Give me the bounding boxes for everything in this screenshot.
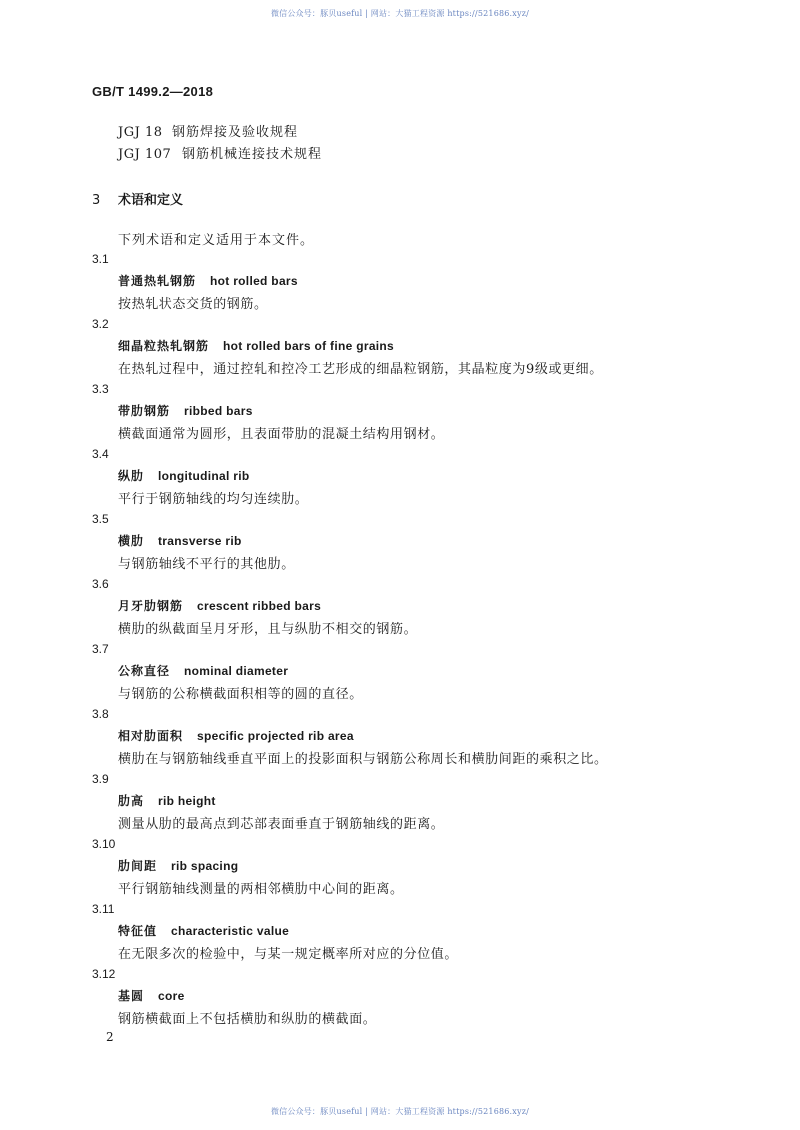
reference-item <box>118 121 298 140</box>
page-number: 2 <box>106 1030 114 1044</box>
term-en: hot rolled bars of fine grains <box>223 339 395 353</box>
term-definition: 横肋在与钢筋轴线垂直平面上的投影面积与钢筋公称周长和横肋间距的乘积之比。 <box>118 752 608 767</box>
term-en: specific projected rib area <box>197 729 354 743</box>
section-heading <box>92 189 183 208</box>
term-title <box>118 857 238 874</box>
term-zh: 横肋 <box>118 534 145 548</box>
term-entry <box>0 317 800 382</box>
term-title <box>118 532 242 549</box>
term-title <box>118 922 289 939</box>
section-title: 术语和定义 <box>118 193 184 208</box>
term-entry <box>0 382 800 447</box>
reference-code: JGJ 107 <box>118 147 172 162</box>
term-definition: 钢筋横截面上不包括横肋和纵肋的横截面。 <box>118 1012 377 1027</box>
term-definition: 测量从肋的最高点到芯部表面垂直于钢筋轴线的距离。 <box>118 817 445 832</box>
term-zh: 肋高 <box>118 794 145 808</box>
term-definition: 与钢筋的公称横截面积相等的圆的直径。 <box>118 687 363 702</box>
reference-title: 钢筋机械连接技术规程 <box>182 147 323 162</box>
term-number: 3.2 <box>92 317 109 331</box>
term-zh: 基圆 <box>118 989 145 1003</box>
watermark-top: 微信公众号：豚贝useful | 网站：大猫工程资源 https://521686.xyz/ <box>270 9 530 18</box>
term-definition: 平行钢筋轴线测量的两相邻横肋中心间的距离。 <box>118 882 404 897</box>
term-number: 3.5 <box>92 512 109 526</box>
term-entry <box>0 447 800 512</box>
term-title <box>118 337 394 354</box>
term-zh: 公称直径 <box>118 664 171 678</box>
term-entry <box>0 772 800 837</box>
term-en: hot rolled bars <box>210 274 298 288</box>
term-en: characteristic value <box>171 924 290 938</box>
term-entry <box>0 902 800 967</box>
term-title <box>118 467 249 484</box>
term-definition: 在无限多次的检验中，与某一规定概率所对应的分位值。 <box>118 947 459 962</box>
reference-code: JGJ 18 <box>118 125 163 140</box>
term-title <box>118 272 298 289</box>
term-en: rib height <box>158 794 216 808</box>
term-en: transverse rib <box>158 534 242 548</box>
term-number: 3.12 <box>92 967 116 981</box>
term-entry <box>0 512 800 577</box>
term-en: nominal diameter <box>184 664 289 678</box>
term-en: ribbed bars <box>184 404 253 418</box>
section-number: 3 <box>92 193 101 208</box>
term-entry <box>0 707 800 772</box>
term-definition: 横截面通常为圆形，且表面带肋的混凝土结构用钢材。 <box>118 427 445 442</box>
term-zh: 特征值 <box>118 924 158 938</box>
term-number: 3.11 <box>92 902 115 916</box>
term-definition: 按热轧状态交货的钢筋。 <box>118 297 268 312</box>
term-number: 3.8 <box>92 707 109 721</box>
term-entry <box>0 252 800 317</box>
term-number: 3.6 <box>92 577 109 591</box>
term-en: rib spacing <box>171 859 239 873</box>
standard-code: GB/T 1499.2—2018 <box>92 84 214 99</box>
term-entry <box>0 837 800 902</box>
term-zh: 纵肋 <box>118 469 145 483</box>
term-zh: 普通热轧钢筋 <box>118 274 197 288</box>
term-en: crescent ribbed bars <box>197 599 322 613</box>
term-title <box>118 662 288 679</box>
section-intro: 下列术语和定义适用于本文件。 <box>118 233 315 248</box>
term-title <box>118 402 253 419</box>
term-zh: 相对肋面积 <box>118 729 184 743</box>
term-zh: 细晶粒热轧钢筋 <box>118 339 210 353</box>
term-number: 3.4 <box>92 447 109 461</box>
term-title <box>118 792 216 809</box>
term-en: longitudinal rib <box>158 469 250 483</box>
term-en: core <box>158 989 185 1003</box>
term-number: 3.7 <box>92 642 109 656</box>
watermark-bottom: 微信公众号：豚贝useful | 网站：大猫工程资源 https://521686.xyz/ <box>270 1107 530 1116</box>
term-definition: 平行于钢筋轴线的均匀连续肋。 <box>118 492 309 507</box>
term-definition: 在热轧过程中，通过控轧和控冷工艺形成的细晶粒钢筋，其晶粒度为9级或更细。 <box>118 362 603 377</box>
term-title <box>118 727 354 744</box>
term-zh: 带肋钢筋 <box>118 404 171 418</box>
term-definition: 与钢筋轴线不平行的其他肋。 <box>118 557 295 572</box>
term-entry <box>0 577 800 642</box>
term-number: 3.1 <box>92 252 109 266</box>
term-zh: 月牙肋钢筋 <box>118 599 184 613</box>
reference-title: 钢筋焊接及验收规程 <box>172 125 299 140</box>
term-entry <box>0 967 800 1032</box>
reference-item <box>118 143 322 162</box>
term-number: 3.10 <box>92 837 116 851</box>
term-definition: 横肋的纵截面呈月牙形，且与纵肋不相交的钢筋。 <box>118 622 418 637</box>
term-entry <box>0 642 800 707</box>
term-zh: 肋间距 <box>118 859 158 873</box>
term-title <box>118 987 185 1004</box>
term-title <box>118 597 321 614</box>
term-number: 3.3 <box>92 382 109 396</box>
term-number: 3.9 <box>92 772 109 786</box>
